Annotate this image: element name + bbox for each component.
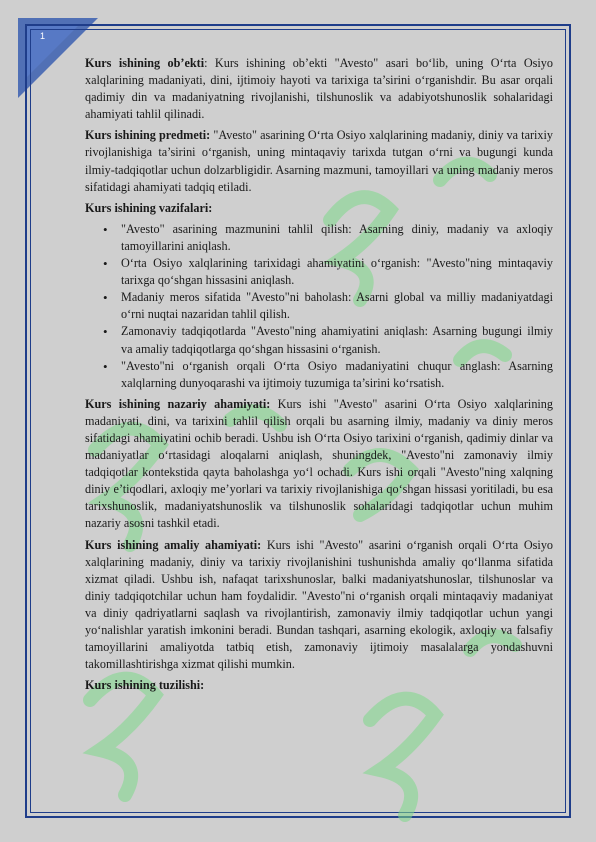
subject-text: "Avesto" asarining O‘rta Osiyo xalqlarining madaniy, diniy va tarixiy rivojlanishiga ta’sirini o‘rganish, uning mintaqaviy tarixda tutgan o‘rni va bugungi kunda ilmiy-tadqiqotlar uchun dolzarbligidir. Asarning mazmuni, tamoyillari va uning madaniy meros sifatidagi ahamiyati tadqiq etiladi. (85, 128, 553, 194)
list-item: • Madaniy meros sifatida "Avesto"ni baholash: Asarni global va milliy madaniyatdagi o‘rni nuqtai nazaridan tahlil qilish. (85, 289, 553, 323)
theoretical-paragraph (85, 396, 553, 533)
page-number: 1 (40, 31, 46, 41)
subject-paragraph (85, 127, 553, 195)
practical-label: Kurs ishining amaliy ahamiyati: (85, 537, 262, 552)
object-label: Kurs ishining ob’ekti (85, 56, 205, 70)
list-item: • "Avesto" asarining mazmunini tahlil qilish: Asarning diniy, madaniy va axloqiy tamoyillarini aniqlash. (85, 221, 553, 255)
tasks-list (85, 221, 553, 392)
theoretical-label: Kurs ishining nazariy ahamiyati: (85, 396, 271, 411)
practical-paragraph (85, 537, 553, 674)
structure-heading: Kurs ishining tuzilishi: (85, 678, 205, 693)
list-item: • Zamonaviy tadqiqotlarda "Avesto"ning ahamiyatini aniqlash: Asarning bugungi ilmiy va amaliy tadqiqotlarga qo‘shgan hissasini o‘rganish. (85, 323, 553, 357)
subject-label: Kurs ishining predmeti: (85, 128, 211, 143)
tasks-heading: Kurs ishining vazifalari: (85, 200, 213, 215)
list-item: • "Avesto"ni o‘rganish orqali O‘rta Osiyo madaniyatini chuqur anglash: Asarning xalqlarning dunyoqarashi va ijtimoiy tuzumiga ta’sirini ko‘rsatish. (85, 358, 553, 392)
document-body (85, 55, 553, 698)
list-item: • O‘rta Osiyo xalqlarining tarixidagi ahamiyatini o‘rganish: "Avesto"ning mintaqaviy tarixga qo‘shgan hissasini aniqlash. (85, 255, 553, 289)
object-text: : Kurs ishining ob’ekti "Avesto" asari bo‘lib, uning O‘rta Osiyo xalqlarining madaniyati, dini, ijtimoiy hayoti va tarixiga ta’sirini o‘rganishdir. Bu asar orqali qadimiy din va madaniyatning rivojlanishi, tilshunoslik va adabiyotshunoslik sohalaridagi ahamiyati tahlil qilinadi. (85, 56, 553, 122)
object-paragraph (85, 55, 553, 123)
theoretical-text: Kurs ishi "Avesto" asarini O‘rta Osiyo xalqlarining madaniyati, dini, va tarixini tahlil qilish orqali bu asarning ilmiy, madaniy va diniy meros sifatidagi ahamiyatini ochib beradi. Ushbu ish O‘rta Osiyo tarixini o‘rganish, qadimiy dinlar va madaniyatlar o‘rtasidagi aloqalarni aniqlash, shuningdek, "Avesto"ni zamonaviy ilmiy tadqiqotlar kontekstida qayta baholashga yo‘l ochadi. Kurs ishi orqali "Avesto"ning xalqning diniy e’tiqodlari, axloqiy me’yorlari va tarixiy rivojlanishiga qo‘shgan hissasi yoritiladi, bu esa tarixshunoslik, madaniyatshunoslik va tilshunoslik sohalaridagi tadqiqotlar uchun muhim nazariy asosni tashkil etadi. (85, 396, 553, 531)
practical-text: Kurs ishi "Avesto" asarini o‘rganish orqali O‘rta Osiyo xalqlarining madaniy, diniy va tarixiy rivojlanishini tushunishda amaliy qo‘llanma sifatida xizmat qiladi. Ushbu ish, nafaqat tarixshunoslar, balki madaniyatshunoslar, tilshunoslar va diniy tadqiqotchilar uchun ham foydalidir. "Avesto"ni o‘rganish orqali mintaqaviy madaniyat va diniy qadriyatlarni saqlash va rivojlantirish, zamonaviy ilmiy tadqiqotlar uchun yangi yo‘nalishlar yaratish imkonini beradi. Bundan tashqari, asarning ekologik, axloqiy va falsafiy tamoyillarini amaliyotda tatbiq etish, zamonaviy ijtimoiy masalalarga yondashuvni takomillashtirishga xizmat qilishi mumkin. (85, 537, 554, 672)
